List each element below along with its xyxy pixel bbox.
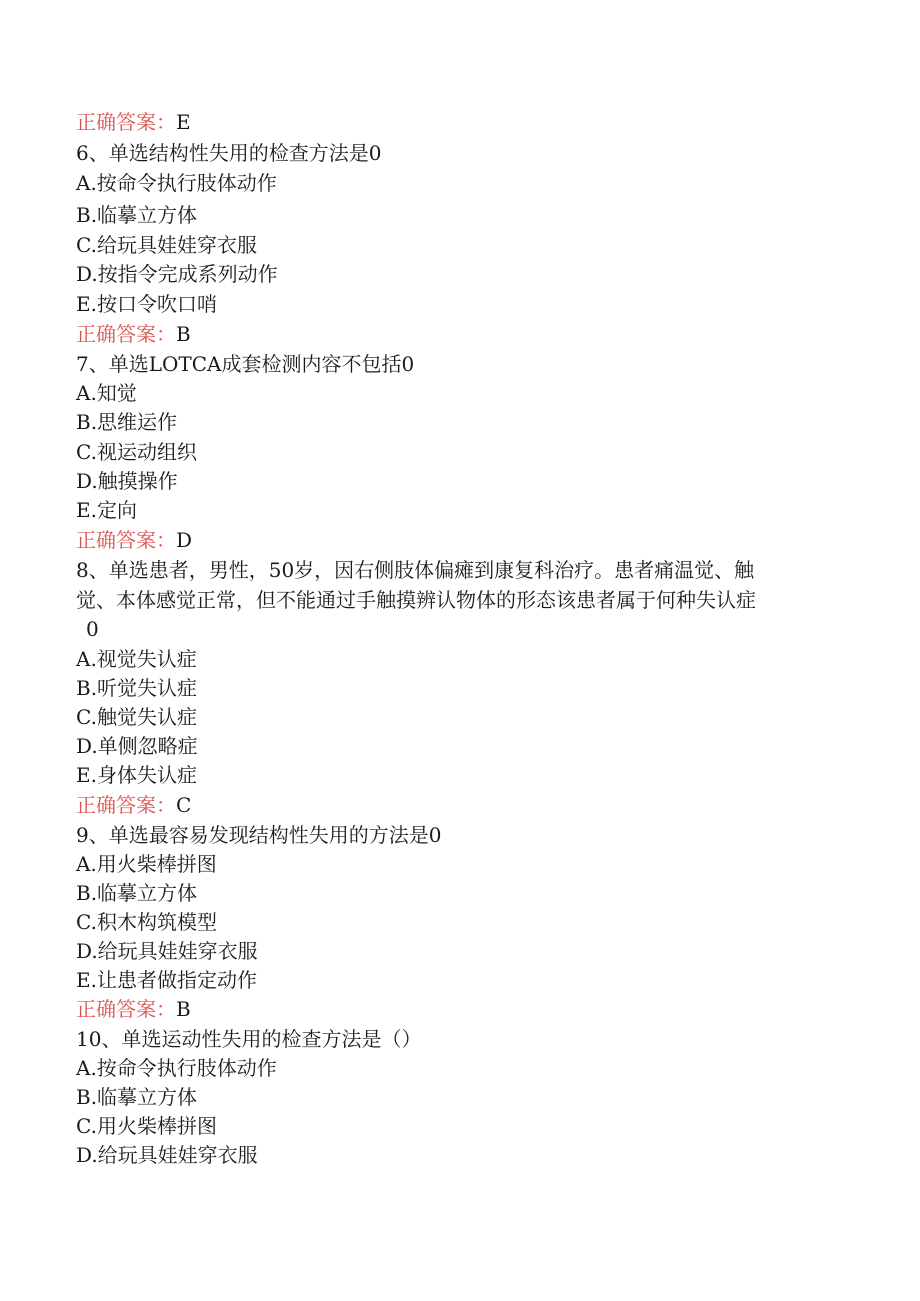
q9-option-d: D.给玩具娃娃穿衣服 <box>76 939 258 963</box>
q10-option-c: C.用火柴棒拼图 <box>76 1114 217 1138</box>
q8-option-d: D.单侧忽略症 <box>76 734 198 758</box>
answer-value: C <box>176 793 192 817</box>
q9-option-a: A.用火柴棒拼图 <box>76 852 217 876</box>
q6-option-e: E.按口令吹口哨 <box>76 292 217 316</box>
q6-option-b: B.临摹立方体 <box>76 203 198 227</box>
answer-value: E <box>176 110 191 134</box>
question-8-line-3: 0 <box>86 617 99 641</box>
q9-option-b: B.临摹立方体 <box>76 881 198 905</box>
answer-label: 正确答案： <box>76 793 176 817</box>
q9-option-c: C.积木构筑模型 <box>76 910 217 934</box>
q6-answer-line <box>76 322 191 346</box>
q10-option-b: B.临摹立方体 <box>76 1085 198 1109</box>
answer-value: B <box>176 997 191 1021</box>
q6-option-a: A.按命令执行肢体动作 <box>76 171 277 195</box>
answer-line <box>76 110 191 134</box>
q7-option-c: C.视运动组织 <box>76 440 197 464</box>
q7-answer-line <box>76 528 192 552</box>
q8-option-b: B.听觉失认症 <box>76 676 198 700</box>
q6-option-d: D.按指令完成系列动作 <box>76 262 278 286</box>
answer-label: 正确答案： <box>76 997 176 1021</box>
question-8-line-2: 觉、本体感觉正常，但不能通过手触摸辨认物体的形态该患者属于何种失认症 <box>76 588 756 612</box>
q7-option-a: A.知觉 <box>76 381 137 405</box>
q7-option-e: E.定向 <box>76 498 137 522</box>
answer-label: 正确答案： <box>76 528 176 552</box>
answer-value: B <box>176 322 191 346</box>
q6-option-c: C.给玩具娃娃穿衣服 <box>76 233 257 257</box>
question-9: 9、单选最容易发现结构性失用的方法是0 <box>76 823 442 847</box>
q9-option-e: E.让患者做指定动作 <box>76 968 257 992</box>
answer-value: D <box>176 528 193 552</box>
q9-answer-line <box>76 997 191 1021</box>
question-8-line-1: 8、单选患者，男性，50岁，因右侧肢体偏瘫到康复科治疗。患者痛温觉、触 <box>76 558 755 582</box>
q8-option-e: E.身体失认症 <box>76 763 197 787</box>
answer-label: 正确答案： <box>76 322 176 346</box>
q10-option-a: A.按命令执行肢体动作 <box>76 1056 277 1080</box>
question-6: 6、单选结构性失用的检查方法是0 <box>76 141 382 165</box>
question-10: 10、单选运动性失用的检查方法是（） <box>76 1027 422 1051</box>
q8-answer-line <box>76 793 191 817</box>
q8-option-a: A.视觉失认症 <box>76 647 197 671</box>
q7-option-d: D.触摸操作 <box>76 469 178 493</box>
q7-option-b: B.思维运作 <box>76 410 178 434</box>
q8-option-c: C.触觉失认症 <box>76 705 197 729</box>
q10-option-d: D.给玩具娃娃穿衣服 <box>76 1143 258 1167</box>
answer-label: 正确答案： <box>76 110 176 134</box>
question-7: 7、单选LOTCA成套检测内容不包括0 <box>76 352 415 376</box>
